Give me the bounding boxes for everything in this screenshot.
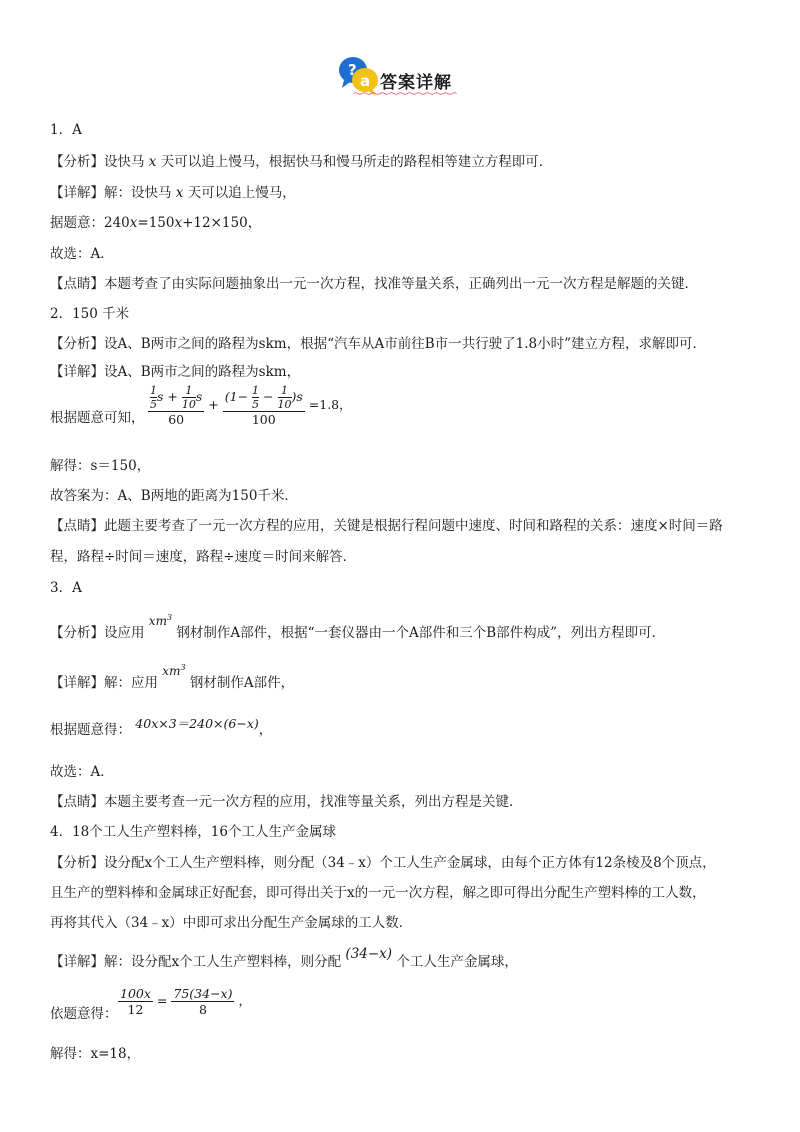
comment-3: 【点睛】本题主要考查一元一次方程的应用，找准等量关系，列出方程是关键． — [50, 794, 523, 810]
comment-2-line1: 【点睛】此题主要考查了一元一次方程的应用，关键是根据行程问题中速度、时间和路程的关系：速度×时间＝路 — [50, 518, 723, 534]
comment-2-line2: 程，路程÷时间＝速度，路程÷速度＝时间来解答． — [50, 549, 357, 565]
comment-1: 【点睛】本题考查了由实际问题抽象出一元一次方程，找准等量关系，正确列出一元一次方程是解题的关键． — [50, 276, 698, 292]
equation-3: 根据题意得： 40x×3＝240×(6−x)， — [50, 716, 273, 738]
page-title: 答案详解 — [380, 73, 452, 93]
equation-4: $\frac{100x}{12}$ = $\frac{75(34-x)}{8}$ ， — [120, 986, 251, 1017]
analysis-4-line2: 且生产的塑料棒和金属球正好配套，即可得出关于x的一元一次方程，解之即可得出分配生产塑料棒的工人数， — [50, 885, 706, 901]
equation-1: 据题意：240x=150x+12×150， — [50, 215, 262, 231]
answer-4: 4．18个工人生产塑料棒，16个工人生产金属球 — [50, 824, 336, 840]
equation-2-label: 根据题意可知， — [50, 410, 145, 426]
analysis-3: 【分析】设应用 $xm^3$ 钢材制作A部件，根据“一套仪器由一个A部件和三个B部件构成”，列出方程即可． — [50, 613, 666, 641]
analysis-1: 【分析】设快马 x 天可以追上慢马，根据快马和慢马所走的路程相等建立方程即可． — [50, 154, 553, 170]
equation-4-label: 依题意得： — [50, 1006, 118, 1022]
svg-text:a: a — [360, 72, 371, 90]
select-3: 故选：A． — [50, 764, 114, 780]
eq2-frac-left: $\frac{1}{5}$ s + $\frac{1}{10}$ s 60 — [150, 384, 203, 427]
analysis-4-line1: 【分析】设分配x个工人生产塑料棒，则分配（34﹣x）个工人生产金属球，由每个正方体有12条棱及8个顶点， — [50, 855, 716, 871]
conclusion-2: 故答案为：A、B两地的距离为150千米． — [50, 488, 298, 504]
answer-3: 3．A — [50, 580, 82, 596]
answer-header — [336, 54, 476, 100]
equation-2: $\frac{1}{5}$ s + $\frac{1}{10}$ s 60 + (1− $\frac{1}{5}$ − $\frac{1}{10}$ )s 100 =1.8， — [150, 384, 352, 427]
answer-1: 1．A — [50, 122, 82, 138]
detail-2: 【详解】设A、B两市之间的路程为skm， — [50, 364, 301, 380]
svg-text:?: ? — [348, 61, 357, 79]
detail-4: 【详解】解：设分配x个工人生产塑料棒，则分配 (34−x) 个工人生产金属球， — [50, 946, 518, 970]
title-underline — [336, 92, 474, 95]
eq2-frac-right: (1− $\frac{1}{5}$ − $\frac{1}{10}$ )s 100 — [224, 384, 303, 427]
analysis-2: 【分析】设A、B两市之间的路程为skm，根据“汽车从A市前往B市一共行驶了1.8小时”建立方程，求解即可． — [50, 336, 707, 352]
detail-3: 【详解】解：应用 $xm^3$ 钢材制作A部件， — [50, 663, 295, 691]
detail-1: 【详解】解：设快马 x 天可以追上慢马， — [50, 185, 296, 201]
solve-4: 解得：x=18， — [50, 1046, 141, 1062]
select-1: 故选：A． — [50, 246, 114, 262]
solve-2: 解得：s＝150， — [50, 458, 151, 474]
analysis-4-line3: 再将其代入（34﹣x）中即可求出分配生产金属球的工人数． — [50, 915, 413, 931]
answer-2: 2．150 千米 — [50, 306, 130, 322]
